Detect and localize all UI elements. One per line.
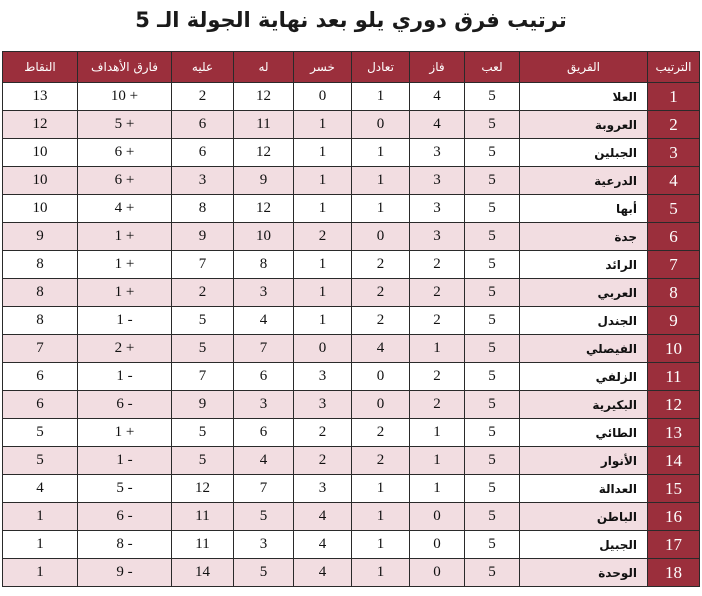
lost-cell: 2 [294,419,352,447]
table-row [3,503,700,531]
goal-difference-cell: - 1 [78,363,172,391]
points-cell: 1 [3,559,78,587]
goals-against-cell: 11 [172,531,234,559]
goals-for-cell: 5 [234,503,294,531]
played-cell: 5 [465,503,520,531]
column-header-played: لعب [465,52,520,83]
drawn-cell: 2 [352,447,410,475]
lost-cell: 1 [294,111,352,139]
won-cell: 3 [410,167,465,195]
points-cell: 8 [3,251,78,279]
goals-against-cell: 3 [172,167,234,195]
team-cell: الفيصلي [520,335,648,363]
won-cell: 0 [410,503,465,531]
played-cell: 5 [465,279,520,307]
goals-against-cell: 5 [172,419,234,447]
drawn-cell: 1 [352,139,410,167]
points-cell: 6 [3,363,78,391]
lost-cell: 1 [294,251,352,279]
goals-against-cell: 5 [172,307,234,335]
rank-cell: 1 [648,83,700,111]
points-cell: 7 [3,335,78,363]
goals-for-cell: 3 [234,279,294,307]
goals-for-cell: 11 [234,111,294,139]
lost-cell: 3 [294,391,352,419]
table-row [3,363,700,391]
points-cell: 9 [3,223,78,251]
goals-for-cell: 7 [234,335,294,363]
goals-for-cell: 8 [234,251,294,279]
goals-against-cell: 11 [172,503,234,531]
lost-cell: 2 [294,447,352,475]
team-cell: الزلفي [520,363,648,391]
rank-cell: 4 [648,167,700,195]
played-cell: 5 [465,167,520,195]
table-row [3,531,700,559]
drawn-cell: 2 [352,279,410,307]
team-cell: أبها [520,195,648,223]
lost-cell: 1 [294,167,352,195]
table-row [3,475,700,503]
table-row [3,307,700,335]
won-cell: 3 [410,223,465,251]
team-cell: العدالة [520,475,648,503]
team-cell: العربي [520,279,648,307]
lost-cell: 4 [294,531,352,559]
played-cell: 5 [465,531,520,559]
rank-cell: 8 [648,279,700,307]
table-row [3,195,700,223]
lost-cell: 1 [294,195,352,223]
team-cell: الجبلين [520,139,648,167]
drawn-cell: 4 [352,335,410,363]
goals-against-cell: 14 [172,559,234,587]
rank-cell: 7 [648,251,700,279]
goals-for-cell: 12 [234,139,294,167]
goal-difference-cell: + 2 [78,335,172,363]
points-cell: 1 [3,531,78,559]
table-row [3,83,700,111]
goals-against-cell: 7 [172,363,234,391]
played-cell: 5 [465,475,520,503]
goals-for-cell: 9 [234,167,294,195]
goals-against-cell: 9 [172,391,234,419]
drawn-cell: 1 [352,83,410,111]
points-cell: 6 [3,391,78,419]
team-cell: الرائد [520,251,648,279]
drawn-cell: 1 [352,531,410,559]
goal-difference-cell: - 6 [78,503,172,531]
rank-cell: 3 [648,139,700,167]
drawn-cell: 2 [352,251,410,279]
played-cell: 5 [465,447,520,475]
column-header-rank: الترتيب [648,52,700,83]
goals-against-cell: 2 [172,279,234,307]
won-cell: 4 [410,111,465,139]
team-cell: العروبة [520,111,648,139]
drawn-cell: 1 [352,475,410,503]
won-cell: 1 [410,335,465,363]
played-cell: 5 [465,83,520,111]
goals-against-cell: 8 [172,195,234,223]
goals-against-cell: 6 [172,139,234,167]
won-cell: 2 [410,307,465,335]
table-row [3,139,700,167]
drawn-cell: 0 [352,363,410,391]
goal-difference-cell: - 1 [78,307,172,335]
won-cell: 0 [410,559,465,587]
column-header-goal-difference: فارق الأهداف [78,52,172,83]
points-cell: 10 [3,195,78,223]
drawn-cell: 1 [352,559,410,587]
table-row [3,335,700,363]
standings-table [2,51,700,587]
table-row [3,559,700,587]
column-header-team: الفريق [520,52,648,83]
page-title: ترتيب فرق دوري يلو بعد نهاية الجولة الـ 5 [135,8,567,32]
team-cell: جدة [520,223,648,251]
goals-against-cell: 5 [172,335,234,363]
goals-against-cell: 6 [172,111,234,139]
team-cell: الأنوار [520,447,648,475]
drawn-cell: 0 [352,223,410,251]
standings-body [3,83,700,587]
goal-difference-cell: - 1 [78,447,172,475]
rank-cell: 11 [648,363,700,391]
rank-cell: 16 [648,503,700,531]
goals-for-cell: 12 [234,83,294,111]
goal-difference-cell: + 1 [78,223,172,251]
column-header-won: فاز [410,52,465,83]
rank-cell: 5 [648,195,700,223]
played-cell: 5 [465,251,520,279]
points-cell: 13 [3,83,78,111]
lost-cell: 1 [294,139,352,167]
rank-cell: 2 [648,111,700,139]
team-cell: الطائي [520,419,648,447]
won-cell: 0 [410,531,465,559]
goal-difference-cell: + 4 [78,195,172,223]
rank-cell: 13 [648,419,700,447]
points-cell: 10 [3,167,78,195]
goal-difference-cell: - 8 [78,531,172,559]
drawn-cell: 2 [352,419,410,447]
team-cell: الجبيل [520,531,648,559]
team-cell: الجندل [520,307,648,335]
goals-for-cell: 3 [234,531,294,559]
drawn-cell: 1 [352,503,410,531]
goals-against-cell: 9 [172,223,234,251]
lost-cell: 0 [294,335,352,363]
team-cell: العلا [520,83,648,111]
played-cell: 5 [465,363,520,391]
points-cell: 1 [3,503,78,531]
goal-difference-cell: + 5 [78,111,172,139]
points-cell: 5 [3,447,78,475]
goal-difference-cell: - 6 [78,391,172,419]
rank-cell: 10 [648,335,700,363]
goals-for-cell: 6 [234,363,294,391]
table-row [3,251,700,279]
won-cell: 2 [410,391,465,419]
table-row [3,391,700,419]
goals-against-cell: 7 [172,251,234,279]
drawn-cell: 0 [352,111,410,139]
lost-cell: 4 [294,559,352,587]
lost-cell: 2 [294,223,352,251]
column-header-goals-for: له [234,52,294,83]
rank-cell: 9 [648,307,700,335]
played-cell: 5 [465,419,520,447]
lost-cell: 3 [294,475,352,503]
played-cell: 5 [465,307,520,335]
drawn-cell: 2 [352,307,410,335]
column-header-points: النقاط [3,52,78,83]
points-cell: 5 [3,419,78,447]
table-row [3,447,700,475]
lost-cell: 3 [294,363,352,391]
won-cell: 3 [410,139,465,167]
column-header-lost: خسر [294,52,352,83]
won-cell: 1 [410,447,465,475]
goal-difference-cell: + 1 [78,419,172,447]
played-cell: 5 [465,391,520,419]
goals-for-cell: 4 [234,307,294,335]
points-cell: 12 [3,111,78,139]
team-cell: الدرعية [520,167,648,195]
table-row [3,419,700,447]
goal-difference-cell: - 9 [78,559,172,587]
table-row [3,279,700,307]
rank-cell: 15 [648,475,700,503]
drawn-cell: 0 [352,391,410,419]
table-row [3,111,700,139]
lost-cell: 1 [294,279,352,307]
points-cell: 4 [3,475,78,503]
goals-for-cell: 5 [234,559,294,587]
team-cell: الوحدة [520,559,648,587]
team-cell: البكيرية [520,391,648,419]
goal-difference-cell: + 10 [78,83,172,111]
table-row [3,223,700,251]
rank-cell: 17 [648,531,700,559]
won-cell: 4 [410,83,465,111]
goals-against-cell: 12 [172,475,234,503]
goals-for-cell: 12 [234,195,294,223]
won-cell: 2 [410,363,465,391]
won-cell: 1 [410,475,465,503]
played-cell: 5 [465,559,520,587]
won-cell: 1 [410,419,465,447]
goals-for-cell: 6 [234,419,294,447]
points-cell: 10 [3,139,78,167]
goal-difference-cell: + 1 [78,279,172,307]
won-cell: 3 [410,195,465,223]
goals-for-cell: 10 [234,223,294,251]
goals-for-cell: 3 [234,391,294,419]
goals-for-cell: 7 [234,475,294,503]
goal-difference-cell: + 6 [78,167,172,195]
lost-cell: 1 [294,307,352,335]
played-cell: 5 [465,111,520,139]
drawn-cell: 1 [352,195,410,223]
rank-cell: 6 [648,223,700,251]
played-cell: 5 [465,223,520,251]
column-header-goals-against: عليه [172,52,234,83]
header-row [3,52,700,83]
column-header-drawn: تعادل [352,52,410,83]
points-cell: 8 [3,279,78,307]
won-cell: 2 [410,251,465,279]
rank-cell: 18 [648,559,700,587]
goals-for-cell: 4 [234,447,294,475]
lost-cell: 4 [294,503,352,531]
goal-difference-cell: - 5 [78,475,172,503]
played-cell: 5 [465,335,520,363]
table-row [3,167,700,195]
goal-difference-cell: + 1 [78,251,172,279]
played-cell: 5 [465,139,520,167]
points-cell: 8 [3,307,78,335]
rank-cell: 12 [648,391,700,419]
drawn-cell: 1 [352,167,410,195]
won-cell: 2 [410,279,465,307]
team-cell: الباطن [520,503,648,531]
goals-against-cell: 5 [172,447,234,475]
goals-against-cell: 2 [172,83,234,111]
rank-cell: 14 [648,447,700,475]
lost-cell: 0 [294,83,352,111]
played-cell: 5 [465,195,520,223]
goal-difference-cell: + 6 [78,139,172,167]
